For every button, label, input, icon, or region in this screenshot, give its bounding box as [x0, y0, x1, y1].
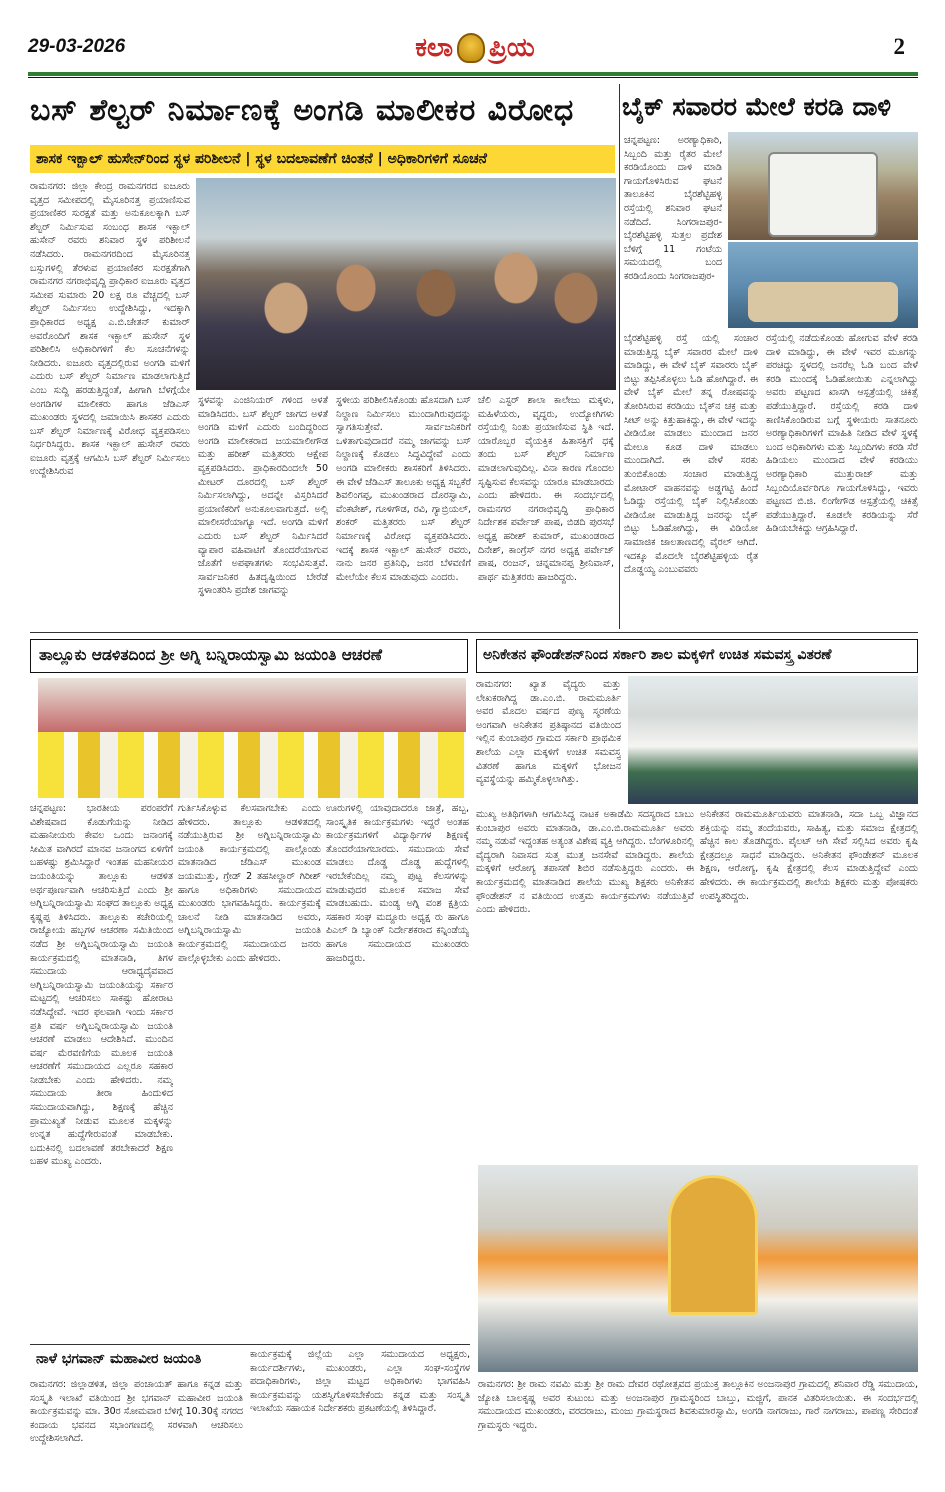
car-shape: [768, 152, 878, 237]
masthead: [0, 0, 945, 78]
jayanti-photo: [38, 678, 466, 798]
story2-column-3: ರಸ್ತೆಯಲ್ಲಿ ನಡೆದುಕೊಂಡು ಹೋಗುವ ವೇಳೆ ಕರಡಿ ದಾಳಿ ಮಾಡಿದ್ದು, ಈ ವೇಳೆ ಇವರ ಮೂಗನ್ನು ಪರಚಿದ್ದು ಸ್ಥಳದಲ್ಲಿ ಜನರೆಲ್ಲ ಓಡಿ ಬಂದ ವೇಳೆ ಕರಡಿ ಮುಂದಕ್ಕೆ ಓಡಿಹೋಯಿತು ಎನ್ನಲಾಗಿದ್ದು ಅವರು ಪಟ್ಟಣದ ಖಾಸಗಿ ಆಸ್ಪತ್ರೆಯಲ್ಲಿ ಚಿಕಿತ್ಸೆ ಪಡೆಯುತ್ತಿದ್ದಾರೆ. ರಸ್ತೆಯಲ್ಲಿ ಕರಡಿ ದಾಳಿ ಕಾಣಿಸಿಕೊಂಡಿರುವ ಬಗ್ಗೆ ಸ್ಥಳೀಯರು ಸಾತನೂರು ಅರಣ್ಯಾಧಿಕಾರಿಗಳಿಗೆ ಮಾಹಿತಿ ನೀಡಿದ ವೇಳೆ ಸ್ಥಳಕ್ಕೆ ಬಂದ ಅಧಿಕಾರಿಗಳು ಮತ್ತು ಸಿಬ್ಬಂದಿಗಳು ಕರಡಿ ಸೆರೆ ಹಿಡಿಯಲು ಮುಂದಾದ ವೇಳೆ ಕರಡಿಯು ಅರಣ್ಯಾಧಿಕಾರಿ ಮುತ್ತುರಾಜ್ ಮತ್ತು ಸಿಬ್ಬಂದಿಯೊರ್ವರಿಗೂ ಗಾಯಗೊಳಿಸಿದ್ದು, ಇವರು ಪಟ್ಟಣದ ಬಿ.ಜಿ. ಲಿಂಗೇಗೌಡ ಆಸ್ಪತ್ರೆಯಲ್ಲಿ ಚಿಕಿತ್ಸೆ ಪಡೆಯುತ್ತಿದ್ದಾರೆ. ಕೂಡಲೇ ಕರಡಿಯನ್ನು ಸೆರೆ ಹಿಡಿಯಬೇಕಿದ್ದು ಆಗ್ರಹಿಸಿದ್ದಾರೆ.: [766, 333, 918, 535]
story5-column-1: ರಾಮನಗರ: ಜಿಲ್ಲಾಡಳಿತ, ಜಿಲ್ಲಾ ಪಂಚಾಯತ್ ಹಾಗೂ ಕನ್ನಡ ಮತ್ತು ಸಂಸ್ಕೃತಿ ಇಲಾಖೆ ವತಿಯಿಂದ ಶ್ರೀ ಭಗವಾನ್ ಮಹಾವೀರ ಜಯಂತಿ ಕಾರ್ಯಕ್ರಮವನ್ನು ಮಾ. 30ರ ಸೋಮವಾರ ಬೆಳಿಗ್ಗೆ 10.30ಕ್ಕೆ ನಗರದ ಕಂದಾಯ ಭವನದ ಸಭಾಂಗಣದಲ್ಲಿ ಸರಳವಾಗಿ ಆಚರಿಸಲು ಉದ್ದೇಶಿಸಲಾಗಿದೆ.: [30, 1379, 243, 1445]
story5-headline: ನಾಳೆ ಭಗವಾನ್ ಮಹಾವೀರ ಜಯಂತಿ: [30, 1348, 280, 1374]
story4-column-2: ಅನಿಕೇತನ ರಾಮಮೂರ್ತಿಯವರು ಮಾತನಾಡಿ, ಸದಾ ಒಬ್ಬ ವಿಜ್ಞಾನದ ಶಕ್ತಿಯನ್ನು ನಮ್ಮ ತಂದೆಯವರು, ಸಾಹಿತ್ಯ, ಮತ್ತು ಸಮಾಜ ಕ್ಷೇತ್ರದಲ್ಲಿ ಹೆಚ್ಚಿನ ಕಾಲ ತೊಡಗಿದ್ದರು. ಪೈಲಟ್ ಆಗಿ ಸೇವೆ ಸಲ್ಲಿಸಿದ ಅವರು ಕೃಷಿ ಕ್ಷೇತ್ರದಲ್ಲೂ ಸಾಧನೆ ಮಾಡಿದ್ದರು. ಅನಿಕೇತನ ಫೌಂಡೇಶನ್ ಮೂಲಕ ಶಿಕ್ಷಣ, ಆರೋಗ್ಯ, ಕೃಷಿ ಕ್ಷೇತ್ರದಲ್ಲಿ ಕೆಲಸ ಮಾಡುತ್ತಿದ್ದೇವೆ ಎಂದು ಹೇಳಿದರು. ಈ ಕಾರ್ಯಕ್ರಮದಲ್ಲಿ ಶಾಲೆಯ ಶಿಕ್ಷಕರು ಮತ್ತು ಪೋಷಕರು ಉಪಸ್ಥಿತರಿದ್ದರು.: [700, 809, 918, 902]
issue-date: 29-03-2026: [28, 36, 126, 57]
story1-column-3: ಸ್ಥಳೀಯ ಪರಿಶೀಲಿಸಿಕೊಂಡು ಹೊಸದಾಗಿ ಬಸ್ ನಿಲ್ದಾಣ ನಿರ್ಮಿಸಲು ಮುಂದಾಗಿರುವುದನ್ನು ಸ್ವಾಗತಿಸುತ್ತೇವೆ. ಸಾರ್ವಜನಿಕರಿಗೆ ಒಳಿತಾಗುವುದಾದರೆ ನಮ್ಮ ಜಾಗವನ್ನು ಬಸ್ ನಿಲ್ದಾಣಕ್ಕೆ ಕೊಡಲು ಸಿದ್ಧವಿದ್ದೇವೆ ಎಂದು ಅಂಗಡಿ ಮಾಲೀಕರು ಶಾಸಕರಿಗೆ ತಿಳಿಸಿದರು. ಈ ವೇಳೆ ಜೆಡಿಎಸ್ ತಾಲೂಕು ಅಧ್ಯಕ್ಷ ಸಬ್ಬಕೆರೆ ಶಿವಲಿಂಗಪ್ಪ, ಮುಖಂಡರಾದ ದೊರಸ್ವಾಮಿ, ವೆಂಕಟೇಶ್, ಗೂಳಿಗೌಡ, ರವಿ, ಗ್ಯಾಬ್ರಿಯಲ್, ಶಂಕರ್ ಮತ್ತಿತರರು ಬಸ್ ಶೆಲ್ಟರ್ ನಿರ್ಮಾಣಕ್ಕೆ ವಿರೋಧ ವ್ಯಕ್ತಪಡಿಸಿದರು. ಇದಕ್ಕೆ ಶಾಸಕ ಇಕ್ಬಾಲ್ ಹುಸೇನ್ ರವರು, ನಾನು ಜನರ ಪ್ರತಿನಿಧಿ, ಜನರ ಬೆಳವಣಿಗೆ ಮೇಲೆಯೇ ಕೆಲಸ ಮಾಡುವುದು ಎಂದರು.: [336, 395, 471, 583]
story1-column-2: ಸ್ಥಳವನ್ನು ಎಂಜಿನಿಯರ್ ಗಳಿಂದ ಅಳತೆ ಮಾಡಿಸಿದರು. ಬಸ್ ಶೆಲ್ಟರ್ ಜಾಗದ ಅಳತೆ ಅಂಗಡಿ ಮಳಿಗೆ ಎದುರು ಬಂದಿದ್ದರಿಂದ ಅಂಗಡಿ ಮಾಲೀಕರಾದ ಜಯಮಾಲೀಗೌಡ ಮತ್ತು ಹರೀಶ್ ಮತ್ತಿತರರು ಆಕ್ಷೇಪ ವ್ಯಕ್ತಪಡಿಸಿದರು. ಪ್ರಾಧಿಕಾರದಿಂದಲೇ 50 ಮೀಟರ್ ದೂರದಲ್ಲಿ ಬಸ್ ಶೆಲ್ಟರ್ ನಿರ್ಮಿಸಲಾಗಿದ್ದು, ಅದನ್ನೇ ವಿಸ್ತರಿಸಿದರೆ ಪ್ರಯಾಣಿಕರಿಗೆ ಅನುಕೂಲವಾಗುತ್ತದೆ. ಅಲ್ಲಿ ಮಾಲೀಸರೆಯಾಗ್ಯೂ ಇದೆ. ಅಂಗಡಿ ಮಳಿಗೆ ಎದುರು ಬಸ್ ಶೆಲ್ಟರ್ ನಿರ್ಮಿಸಿದರೆ ವ್ಯಾಪಾರ ವಹಿವಾಟಿಗೆ ತೊಂದರೆಯಾಗುವ ಜೊತೆಗೆ ಅಪಘಾತಗಳು ಸಂಭವಿಸುತ್ತವೆ. ಸಾರ್ವಜನಿಕರ ಹಿತದೃಷ್ಟಿಯಿಂದ ಬೇರೆಡೆ ಸ್ಥಳಾಂತರಿಸಿ ಪ್ರದೇಶ ಜಾಗವನ್ನು: [198, 395, 328, 597]
logo-text-left: ಕಲಾ: [415, 32, 454, 63]
story1-photo: [196, 178, 616, 390]
story1-headline: ಬಸ್ ಶೆಲ್ಟರ್ ನಿರ್ಮಾಣಕ್ಕೆ ಅಂಗಡಿ ಮಾಲೀಕರ ವಿರೋಧ: [30, 93, 575, 128]
story5-rule: [30, 1344, 470, 1345]
wall-shape: [38, 678, 466, 732]
masthead-rule-thin: [28, 77, 918, 78]
logo-text-right: ಪ್ರಿಯ: [489, 32, 535, 63]
bed-shape: [748, 282, 898, 322]
story4-intro: ರಾಮನಗರ: ಖ್ಯಾತ ವೈದ್ಯರು ಮತ್ತು ಲೇಖಕರಾಗಿದ್ದ ಡಾ.ಎಂ.ಬಿ. ರಾಮಮೂರ್ತಿ ಅವರ ಮೊದಲ ವರ್ಷದ ಪುಣ್ಯ ಸ್ಮರಣೆಯ ಅಂಗವಾಗಿ ಅನಿಕೇತನ ಪ್ರತಿಷ್ಠಾನದ ವತಿಯಿಂದ ಇಲ್ಲಿನ ಕುಂಬಾಪುರ ಗ್ರಾಮದ ಸರ್ಕಾರಿ ಪ್ರಾಥಮಿಕ ಶಾಲೆಯ ಎಲ್ಲಾ ಮಕ್ಕಳಿಗೆ ಉಚಿತ ಸಮವಸ್ತ್ರ ವಿತರಣೆ ಹಾಗೂ ಮಕ್ಕಳಿಗೆ ಭೋಜನ ವ್ಯವಸ್ಥೆಯನ್ನು ಹಮ್ಮಿಕೊಳ್ಳಲಾಗಿತ್ತು.: [476, 679, 621, 786]
story4-headline: ಅನಿಕೇತನ ಫೌಂಡೇಶನ್‌ನಿಂದ ಸರ್ಕಾರಿ ಶಾಲ ಮಕ್ಕಳಿಗೆ ಉಚಿತ ಸಮವಸ್ತ್ರ ವಿತರಣೆ: [476, 639, 918, 673]
column-divider: [619, 84, 620, 629]
students-uniform-photo: [628, 676, 918, 804]
story2-headline: ಬೈಕ್ ಸವಾರರ ಮೇಲೆ ಕರಡಿ ದಾಳಿ: [622, 92, 892, 121]
bear-attack-photo: [728, 132, 918, 240]
story4-column-1: ಮುಖ್ಯ ಅತಿಥಿಗಳಾಗಿ ಆಗಮಿಸಿದ್ದ ನಾಟಕ ಅಕಾಡೆಮಿ ಸದಸ್ಯರಾದ ಬಾಬು ಕುಂಬಾಪುರ ಅವರು ಮಾತನಾಡಿ, ಡಾ.ಎಂ.ಬಿ.ರಾಮಮೂರ್ತಿ ಅವರು ನಮ್ಮ ನಡುವೆ ಇದ್ದಂತಹ ಅತ್ಯಂತ ವಿಶೇಷ ವ್ಯಕ್ತಿ ಆಗಿದ್ದರು. ಬೆಂಗಳೂರಿನಲ್ಲಿ ವೈದ್ಯರಾಗಿ ನಿವಾಸದ ಸುತ್ತ ಮುತ್ತ ಜನಸೇವೆ ಮಾಡಿದ್ದರು. ಶಾಲೆಯ ಮಕ್ಕಳಿಗೆ ಆರೋಗ್ಯ ತಪಾಸಣೆ ಶಿಬಿರ ನಡೆಸುತ್ತಿದ್ದರು ಎಂದರು. ಈ ಕಾರ್ಯಕ್ರಮದಲ್ಲಿ ಮಾತನಾಡಿದ ಶಾಲೆಯ ಮುಖ್ಯ ಶಿಕ್ಷಕರು ಅನಿಕೇತನ ಫೌಂಡೇಶನ್ ನ ವತಿಯಿಂದ ಉತ್ತಮ ಕಾರ್ಯಕ್ರಮಗಳು ನಡೆಯುತ್ತಿವೆ ಎಂದು ಹೇಳಿದರು.: [476, 809, 694, 916]
page-number: 2: [893, 34, 905, 59]
story2-column-2: ಬೈರಶೆಟ್ಟಿಹಳ್ಳಿ ರಸ್ತೆ ಯಲ್ಲಿ ಸಂಚಾರ ಮಾಡುತ್ತಿದ್ದ ಬೈಕ್ ಸವಾರರ ಮೇಲೆ ದಾಳಿ ಮಾಡಿದ್ದು, ಈ ವೇಳೆ ಬೈಕ್ ಸವಾರರು ಬೈಕ್ ಬಿಟ್ಟು ತಪ್ಪಿಸಿಕೊಳ್ಳಲು ಓಡಿ ಹೋಗಿದ್ದಾರೆ. ಈ ವೇಳೆ ಬೈಕ್ ಮೇಲೆ ತನ್ನ ರೋಷವನ್ನು ತೋರಿಸಿರುವ ಕರಡಿಯು ಬೈಕ್‌ನ ಚಕ್ರ ಮತ್ತು ಸೀಟ್ ಅನ್ನು ಕಿತ್ತುಹಾಕಿದ್ದು, ಈ ವೇಳೆ ಇದನ್ನು ವೀಡಿಯೋ ಮಾಡಲು ಮುಂದಾದ ಜನರ ಮೇಲೂ ಕೂಡ ದಾಳಿ ಮಾಡಲು ಮುಂದಾಗಿದೆ. ಈ ವೇಳೆ ಸರಕು ತುಂಬಿಕೊಂಡು ಸಂಚಾರ ಮಾಡುತ್ತಿದ್ದ ಮೋಟಾರ್ ವಾಹನವನ್ನು ಅಡ್ಡಗಟ್ಟಿ ಹಿಂದೆ ಓಡಿದ್ದು ರಸ್ತೆಯಲ್ಲಿ ಬೈಕ್ ನಿಲ್ಲಿಸಿಕೊಂಡು ವೀಡಿಯೋ ಮಾಡುತ್ತಿದ್ದ ಜನರನ್ನು ಬೈಕ್ ಬಿಟ್ಟು ಓಡಿಹೋಗಿದ್ದು, ಈ ವಿಡಿಯೋ ಸಾಮಾಜಿಕ ಜಾಲತಾಣದಲ್ಲಿ ವೈರಲ್ ಆಗಿದೆ. ಇದಕ್ಕೂ ಮೊದಲೇ ಬೈರಶೆಟ್ಟಿಹಳ್ಳಿಯ ರೈತ ದೊಡ್ಡಯ್ಯ ಎಂಬುವವರು: [624, 333, 758, 576]
emblem-icon: [457, 33, 485, 63]
ram-navami-photo: [478, 1165, 918, 1372]
shrine-frame: [668, 1175, 758, 1315]
story3-column-3: ಊರುಗಳಲ್ಲಿ ಯಾವುದಾದರೂ ಜಾತ್ರೆ, ಹಬ್ಬ, ಸಾಂಸ್ಕೃತಿಕ ಕಾರ್ಯಕ್ರಮಗಳು ಇದ್ದರೆ ಅಂತಹ ಕಾರ್ಯಕ್ರಮಗಳಿಗೆ ವಿದ್ಯಾರ್ಥಿಗಳ ಶಿಕ್ಷಣಕ್ಕೆ ತೊಂದರೆಯಾಗಬಾರದು. ಸಮುದಾಯ ಸೇವೆ ಮಾಡಲು ದೊಡ್ಡ ದೊಡ್ಡ ಹುದ್ದೆಗಳಲ್ಲಿ ಇರಬೇಕೆಂದಿಲ್ಲ ನಮ್ಮ ಪುಟ್ಟ ಕೆಲಸಗಳನ್ನು ಮಾಡುವುದರ ಮೂಲಕ ಸಮಾಜ ಸೇವೆ ಮಾಡಬಹುದು. ಮಂಡ್ಯ ಅಗ್ನಿ ವಂಶ ಕ್ಷತ್ರಿಯ ಸಹಕಾರ ಸಂಘ ಮದ್ದೂರು ಅಧ್ಯಕ್ಷ ರು ಹಾಗೂ ಪಿಎಲ್ ಡಿ ಬ್ಯಾಂಕ್ ನಿರ್ದೇಶಕರಾದ ಕನ್ನಿಂಡೆಯ್ಯ ಹಾಗೂ ಸಮುದಾಯದ ಮುಖಂಡರು ಹಾಜರಿದ್ದರು.: [326, 803, 469, 964]
newspaper-logo: [380, 28, 570, 68]
story3-column-2: ಗುರ್ತಿಸಿಕೊಳ್ಳುವ ಕೆಲಸವಾಗಬೇಕು ಎಂದು ಹೇಳಿದರು. ತಾಲ್ಲೂಕು ಆಡಳಿತದಲ್ಲಿ ನಡೆಯುತ್ತಿರುವ ಶ್ರೀ ಅಗ್ನಿಬನ್ನಿರಾಯಸ್ವಾಮಿ ಜಯಂತಿ ಕಾರ್ಯಕ್ರಮದಲ್ಲಿ ಪಾಲ್ಗೊಂಡು ಮಾತನಾಡಿದ ಜೆಡಿಎಸ್ ಮುಖಂಡ ಜಯಮುತ್ತು, ಗ್ರೇಡ್ 2 ತಹಸೀಲ್ದಾರ್ ಗಿರೀಶ್ ಹಾಗೂ ಅಧಿಕಾರಿಗಳು ಸಮುದಾಯದ ಮುಖಂಡರು ಭಾಗವಹಿಸಿದ್ದರು. ಕಾರ್ಯಕ್ರಮಕ್ಕೆ ಚಾಲನೆ ನೀಡಿ ಮಾತನಾಡಿದ ಅವರು, ಅಗ್ನಿಬನ್ನಿರಾಯಸ್ವಾಮಿ ಜಯಂತಿ ಕಾರ್ಯಕ್ರಮದಲ್ಲಿ ಸಮುದಾಯದ ಜನರು ಪಾಲ್ಗೊಳ್ಳಬೇಕು ಎಂದು ಹೇಳಿದರು.: [178, 803, 321, 964]
story5-column-2: ಕಾರ್ಯಕ್ರಮಕ್ಕೆ ಜಿಲ್ಲೆಯ ಎಲ್ಲಾ ಸಮುದಾಯದ ಅಧ್ಯಕ್ಷರು, ಕಾರ್ಯದರ್ಶಿಗಳು, ಮುಖಂಡರು, ಎಲ್ಲಾ ಸಂಘ-ಸಂಸ್ಥೆಗಳ ಪದಾಧಿಕಾರಿಗಳು, ಜಿಲ್ಲಾ ಮಟ್ಟದ ಅಧಿಕಾರಿಗಳು ಭಾಗವಹಿಸಿ ಕಾರ್ಯಕ್ರಮವನ್ನು ಯಶಸ್ವಿಗೊಳಿಸಬೇಕೆಂದು ಕನ್ನಡ ಮತ್ತು ಸಂಸ್ಕೃತಿ ಇಲಾಖೆಯ ಸಹಾಯಕ ನಿರ್ದೇಶಕರು ಪ್ರಕಟಣೆಯಲ್ಲಿ ತಿಳಿಸಿದ್ದಾರೆ.: [250, 1349, 470, 1415]
story1-column-1: ರಾಮನಗರ: ಜಿಲ್ಲಾ ಕೇಂದ್ರ ರಾಮನಗರದ ಐಜೂರು ವೃತ್ತದ ಸಮೀಪದಲ್ಲಿ ಮೈಸೂರಿನತ್ತ ಪ್ರಯಾಣಿಸುವ ಪ್ರಯಾಣಿಕರ ಸುರಕ್ಷತೆ ಮತ್ತು ಅನುಕೂಲಕ್ಕಾಗಿ ಬಸ್ ಶೆಲ್ಟರ್ ನಿರ್ಮಿಸುವ ಸಂಬಂಧ ಶಾಸಕ ಇಕ್ಬಾಲ್ ಹುಸೇನ್ ರವರು ಶನಿವಾರ ಸ್ಥಳ ಪರಿಶೀಲನೆ ನಡೆಸಿದರು. ರಾಮನಗರದಿಂದ ಮೈಸೂರಿನತ್ತ ಬಸ್ಸುಗಳಲ್ಲಿ ತೆರಳುವ ಪ್ರಯಾಣಿಕರ ಸುರಕ್ಷತೆಗಾಗಿ ರಾಮನಗರ ನಗರಾಭಿವೃದ್ದಿ ಪ್ರಾಧಿಕಾರ ಐಜೂರು ವೃತ್ತದ ಸಮೀಪ ಸುಮಾರು 20 ಲಕ್ಷ ರೂ ವೆಚ್ಚದಲ್ಲಿ ಬಸ್ ಶೆಲ್ಟರ್ ನಿರ್ಮಿಸಲು ಉದ್ದೇಶಿಸಿದ್ದು, ಇದಕ್ಕಾಗಿ ಪ್ರಾಧಿಕಾರದ ಅಧ್ಯಕ್ಷ ಎ.ಬಿ.ಚೇತನ್ ಕುಮಾರ್ ಅವರೊಂದಿಗೆ ಶಾಸಕ ಇಕ್ಬಾಲ್ ಹುಸೇನ್ ಸ್ಥಳ ಪರಿಶೀಲಿಸಿ ಅಧಿಕಾರಿಗಳಿಗೆ ಕೆಲ ಸೂಚನೆಗಳನ್ನು ನೀಡಿದರು. ಐಜೂರು ವೃತ್ತದಲ್ಲಿರುವ ಅಂಗಡಿ ಮಳಿಗೆ ಎದುರು ಬಸ್ ಶೆಲ್ಟರ್ ನಿರ್ಮಾಣ ಮಾಡಲಾಗುತ್ತಿದೆ ಎಂಬ ಸುದ್ದಿ ಹರಡುತ್ತಿದ್ದಂತೆ, ಹೀಗಾಗಿ ಬೆಳಗ್ಗೆಯೇ ಅಂಗಡಿಗಳ ಮಾಲೀಕರು ಹಾಗೂ ಜೆಡಿಎಸ್ ಮುಖಂಡರು ಸ್ಥಳದಲ್ಲಿ ಜಮಾಯಿಸಿ ಶಾಸಕರ ಎದುರು ಬಸ್ ಶೆಲ್ಟರ್ ನಿರ್ಮಾಣಕ್ಕೆ ವಿರೋಧ ವ್ಯಕ್ತಪಡಿಸಲು ನಿರ್ಧರಿಸಿದ್ದರು. ಶಾಸಕ ಇಕ್ಬಾಲ್ ಹುಸೇನ್ ರವರು ಐಜೂರು ವೃತ್ತಕ್ಕೆ ಆಗಮಿಸಿ ಬಸ್ ಶೆಲ್ಟರ್ ನಿರ್ಮಿಸಲು ಉದ್ದೇಶಿಸಿರುವ: [30, 181, 190, 478]
injured-man-photo: [728, 242, 918, 328]
story1-column-4: ಚೆಲಿ ಎಸ್ಟರ್ ಶಾಲಾ ಕಾಲೇಜು ಮಕ್ಕಳು, ಮಹಿಳೆಯರು, ವೃದ್ಧರು, ಉದ್ಯೋಗಿಗಳು ರಸ್ತೆಯಲ್ಲಿ ನಿಂತು ಪ್ರಯಾಣಿಸುವ ಸ್ಥಿತಿ ಇದೆ. ಯಾರೊಬ್ಬರ ವೈಯಕ್ತಿಕ ಹಿತಾಸಕ್ತಿಗೆ ಧಕ್ಕೆ ತಂದು ಬಸ್ ಶೆಲ್ಟರ್ ನಿರ್ಮಾಣ ಮಾಡಲಾಗುವುದಿಲ್ಲ. ವಿನಾ ಕಾರಣ ಗೊಂದಲ ಸೃಷ್ಟಿಸುವ ಕೆಲಸವನ್ನು ಯಾರೂ ಮಾಡಬಾರದು ಎಂದು ಹೇಳಿದರು. ಈ ಸಂದರ್ಭದಲ್ಲಿ ರಾಮನಗರ ನಗರಾಭಿವೃದ್ಧಿ ಪ್ರಾಧಿಕಾರ ನಿರ್ದೇಶಕ ಪರ್ವೇಜ್ ಪಾಷ, ಬಿಡದಿ ಪುರಸಭೆ ಅಧ್ಯಕ್ಷ ಹರೀಶ್ ಕುಮಾರ್, ಮುಖಂಡರಾದ ದಿನೇಶ್, ಕಾಂಗ್ರೆಸ್ ನಗರ ಅಧ್ಯಕ್ಷ ಪರ್ವೇಜ್ ಪಾಷ, ರಂಜನ್, ಚನ್ನಮಾನಪ್ಪ ಶ್ರೀನಿವಾಸ್, ಪಾರ್ಥ ಮತ್ತಿತರರು ಹಾಜರಿದ್ದರು.: [478, 395, 614, 583]
story2-column-1: ಚನ್ನಪಟ್ಟಣ: ಅರಣ್ಯಾಧಿಕಾರಿ, ಸಿಬ್ಬಂದಿ ಮತ್ತು ರೈತರ ಮೇಲೆ ಕರಡಿಯೊಂದು ದಾಳಿ ಮಾಡಿ ಗಾಯಗೊಳಿಸಿರುವ ಘಟನೆ ತಾಲೂಕಿನ ಬೈರಶೆಟ್ಟಿಹಳ್ಳಿ ರಸ್ತೆಯಲ್ಲಿ ಶನಿವಾರ ಘಟನೆ ನಡೆದಿದೆ. ಸಿಂಗರಾಜಪುರ- ಬೈರಶೆಟ್ಟಿಹಳ್ಳಿ ಸುತ್ತಲ ಪ್ರದೇಶ ಬೆಳಿಗ್ಗೆ 11 ಗಂಟೆಯ ಸಮಯದಲ್ಲಿ ಬಂದ ಕರಡಿಯೊಂದು ಸಿಂಗರಾಜಪುರ-: [624, 135, 722, 282]
story3-column-1: ಚನ್ನಪಟ್ಟಣ: ಭಾರತೀಯ ಪರಂಪರೆಗೆ ವಿಶೇಷವಾದ ಕೊಡುಗೆಯನ್ನು ನೀಡಿದ ಮಹಾನೀಯರು ಕೇವಲ ಒಂದು ಜನಾಂಗಕ್ಕೆ ಸೀಮಿತ ವಾಗಿರದೆ ಮಾನವ ಜನಾಂಗದ ಏಳಿಗೆಗೆ ಬಹಳಷ್ಟು ಶ್ರಮಿಸಿದ್ದಾರೆ ಇಂತಹ ಮಹನೀಯರ ಜಯಂತಿಯನ್ನು ತಾಲ್ಲೂಕು ಆಡಳಿತ ಅರ್ಥಪೂರ್ಣವಾಗಿ ಆಚರಿಸುತ್ತಿದೆ ಎಂದು ಶ್ರೀ ಅಗ್ನಿಬನ್ನಿರಾಯಸ್ವಾಮಿ ಸಂಘದ ತಾಲ್ಲೂಕು ಅಧ್ಯಕ್ಷ ಕೃಷ್ಣಪ್ಪ ತಿಳಿಸಿದರು. ತಾಲ್ಲೂಕು ಕಚೇರಿಯಲ್ಲಿ ರಾಜ್ಯೋಯ ಹಬ್ಬಗಳ ಆಚರಣಾ ಸಮಿತಿಯಿಂದ ನಡೆದ ಶ್ರೀ ಅಗ್ನಿಬನ್ನಿರಾಯಸ್ವಾಮಿ ಜಯಂತಿ ಕಾರ್ಯಕ್ರಮದಲ್ಲಿ ಮಾತನಾಡಿ, ತಿಗಳ ಸಮುದಾಯ ಆರಾಧ್ಯದೈವವಾದ ಅಗ್ನಿಬನ್ನಿರಾಯಸ್ವಾಮಿ ಜಯಂತಿಯನ್ನು ಸರ್ಕಾರ ಮಟ್ಟದಲ್ಲಿ ಆಚರಿಸಲು ಸಾಕಷ್ಟು ಹೋರಾಟ ನಡೆಸಿದ್ದೇವೆ. ಇದರ ಫಲವಾಗಿ ಇಂದು ಸರ್ಕಾರ ಪ್ರತಿ ವರ್ಷ ಅಗ್ನಿಬನ್ನಿರಾಯಸ್ವಾಮಿ ಜಯಂತಿ ಆಚರಣೆ ಮಾಡಲು ಆದೇಶಿಸಿದೆ. ಮುಂದಿನ ವರ್ಷ ಮೆರವಣಿಗೆಯ ಮೂಲಕ ಜಯಂತಿ ಆಚರಣೆಗೆ ಸಮುದಾಯದ ಎಲ್ಲರೂ ಸಹಕಾರ ನೀಡಬೇಕು ಎಂದು ಹೇಳಿದರು. ನಮ್ಮ ಸಮುದಾಯ ತೀರಾ ಹಿಂದುಳಿದ ಸಮುದಾಯವಾಗಿದ್ದು, ಶಿಕ್ಷಣಕ್ಕೆ ಹೆಚ್ಚಿನ ಪ್ರಾಮುಖ್ಯತೆ ನೀಡುವ ಮೂಲಕ ಮಕ್ಕಳನ್ನು ಉನ್ನತ ಹುದ್ದೆಗೇರುವಂತೆ ಮಾಡಬೇಕು. ಬದುಕಿನಲ್ಲಿ ಬದಲಾವಣೆ ತರಬೇಕಾದರೆ ಶಿಕ್ಷಣ ಬಹಳ ಮುಖ್ಯ ಎಂದರು.: [30, 803, 173, 1168]
section-rule: [30, 632, 918, 633]
masthead-rule: [28, 72, 918, 76]
ram-navami-caption: ರಾಮನಗರ: ಶ್ರೀ ರಾಮ ನವಮಿ ಮತ್ತು ಶ್ರೀ ರಾಮ ದೇವರ ರಥೋತ್ಸವದ ಪ್ರಯುಕ್ತ ತಾಲ್ಲೂಕಿನ ಅಂಜನಾಪುರ ಗ್ರಾಮದಲ್ಲಿ ಶನಿವಾರ ರೆಡ್ಡಿ ಸಮುದಾಯ, ಜ್ಯೋತಿ ಬಾಲಕೃಷ್ಣ ಅವರ ಕುಟುಂಬ ಮತ್ತು ಅಂಜನಾಪುರ ಗ್ರಾಮಸ್ಥರಿಂದ ಬಾಬ್ತು, ಮಜ್ಜಿಗೆ, ಪಾನಕ ವಿತರಿಸಲಾಯಿತು. ಈ ಸಂದರ್ಭದಲ್ಲಿ ಸಮುದಾಯದ ಮುಖಂಡರು, ವರದರಾಜು, ಮಂಜು ಗ್ರಾಮಸ್ಥರಾದ ಶಿವಕುಮಾರಸ್ವಾಮಿ, ಅಂಗಡಿ ನಾಗರಾಜು, ಗಾರೆ ನಾಗರಾಜು, ಪಾಪಣ್ಣ ಸೇರಿದಂತೆ ಗ್ರಾಮಸ್ಥರು ಇದ್ದರು.: [478, 1379, 918, 1431]
story1-subhead: ಶಾಸಕ ಇಕ್ಬಾಲ್ ಹುಸೇನ್‌ರಿಂದ ಸ್ಥಳ ಪರಿಶೀಲನೆ | ಸ್ಥಳ ಬದಲಾವಣೆಗೆ ಚಿಂತನೆ | ಅಧಿಕಾರಿಗಳಿಗೆ ಸೂಚನೆ: [30, 145, 615, 173]
story3-headline: ತಾಲ್ಲೂಕು ಆಡಳಿತದಿಂದ ಶ್ರೀ ಅಗ್ನಿ ಬನ್ನಿರಾಯಸ್ವಾಮಿ ಜಯಂತಿ ಆಚರಣೆ: [30, 639, 468, 673]
